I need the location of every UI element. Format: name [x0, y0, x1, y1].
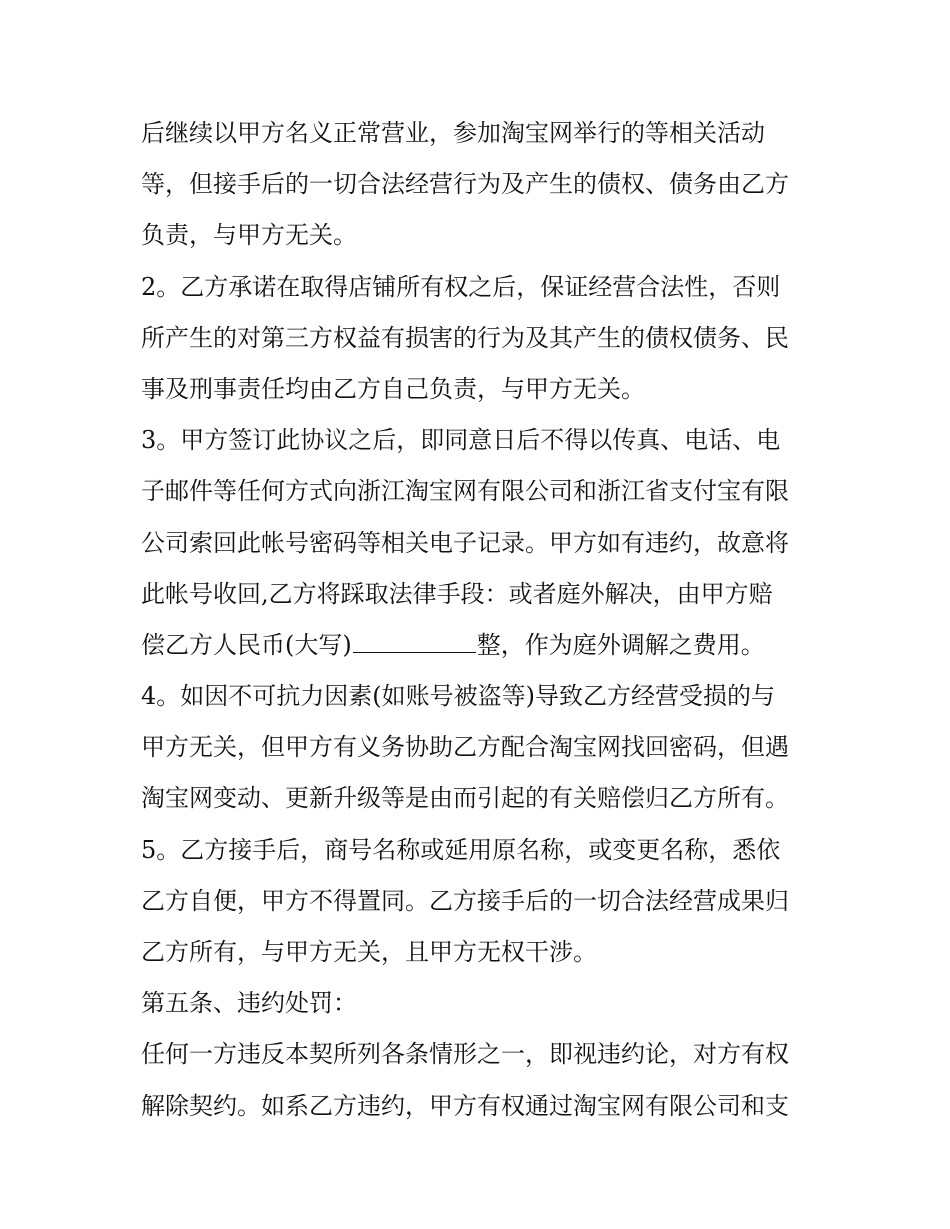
text-line: 所产生的对第三方权益有损害的行为及其产生的债权债务、民 [141, 323, 789, 352]
text-line: 乙方所有，与甲方无关，且甲方无权干涉。 [141, 938, 597, 966]
text-line: 子邮件等任何方式向浙江淘宝网有限公司和浙江省支付宝有限 [141, 477, 789, 506]
compensation-text-after: 整，作为庭外调解之费用。 [476, 630, 765, 659]
text-line: 任何一方违反本契所列各条情形之一，即视违约论，对方有权 [141, 1040, 789, 1069]
text-line: 后继续以甲方名义正常营业，参加淘宝网举行的等相关活动 [141, 119, 765, 147]
text-line: 2。乙方承诺在取得店铺所有权之后，保证经营合法性，否则 [141, 272, 781, 301]
amount-blank-field [353, 630, 476, 653]
text-line: 乙方自便，甲方不得置同。乙方接手后的一切合法经营成果归 [141, 886, 789, 915]
text-line: 等，但接手后的一切合法经营行为及产生的债权、债务由乙方 [141, 170, 789, 199]
text-line: 淘宝网变动、更新升级等是由而引起的有关赔偿归乙方所有。 [141, 784, 789, 813]
text-line: 4。如因不可抗力因素(如账号被盗等)导致乙方经营受损的与 [141, 682, 775, 711]
text-line: 5。乙方接手后，商号名称或延用原名称，或变更名称，悉依 [141, 835, 781, 864]
section-heading: 第五条、违约处罚： [141, 989, 357, 1018]
text-line: 3。甲方签订此协议之后，即同意日后不得以传真、电话、电 [141, 426, 781, 455]
compensation-text-before: 偿乙方人民币(大写) [141, 630, 352, 659]
text-line: 解除契约。如系乙方违约，甲方有权通过淘宝网有限公司和支 [141, 1091, 789, 1120]
compensation-line [141, 620, 821, 671]
text-line: 公司索回此帐号密码等相关电子记录。甲方如有违约，故意将 [141, 528, 789, 557]
text-line: 此帐号收回,乙方将踩取法律手段：或者庭外解决，由甲方赔 [141, 579, 773, 608]
text-line: 甲方无关，但甲方有义务协助乙方配合淘宝网找回密码，但遇 [141, 733, 789, 762]
contract-text [141, 108, 821, 1132]
text-line: 负责，与甲方无关。 [141, 221, 357, 250]
text-line: 事及刑事责任均由乙方自己负责，与甲方无关。 [141, 374, 645, 403]
